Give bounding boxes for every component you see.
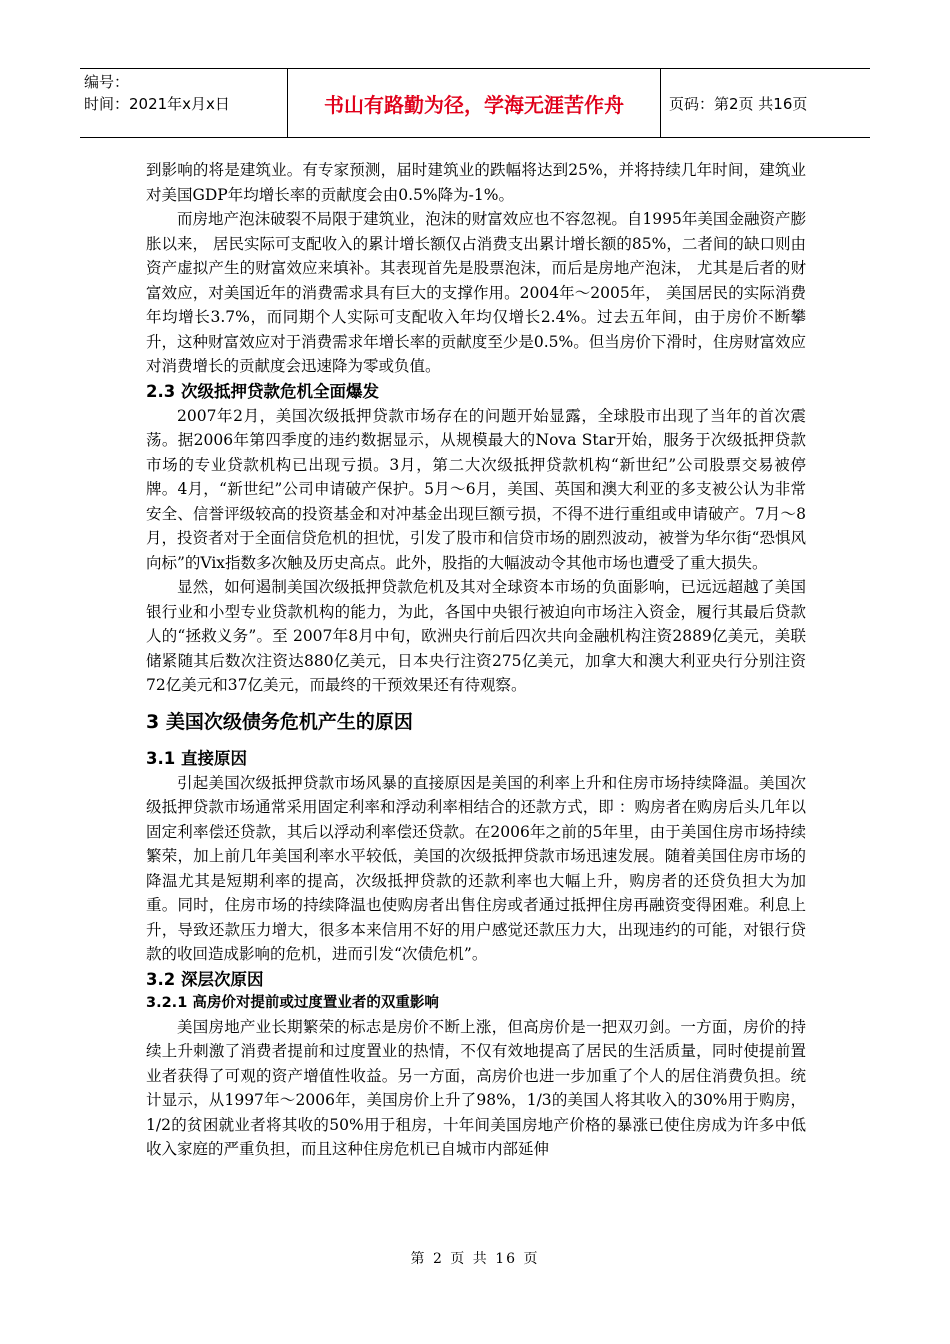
section-heading-3-1: 3.1 直接原因 — [146, 748, 247, 768]
paragraph: 到影响的将是建筑业。有专家预测，届时建筑业的跌幅将达到25%，并将持续几年时间，建筑业对美国GDP年均增长率的贡献度会由0.5%降为-1%。 — [146, 161, 806, 204]
section-heading-3-2: 3.2 深层次原因 — [146, 969, 264, 989]
paragraph: 引起美国次级抵押贷款市场风暴的直接原因是美国的利率上升和住房市场持续降温。美国次级抵押贷款市场通常采用固定利率和浮动利率相结合的还款方式，即 ：购房者在购房后头几年以固定利率偿还贷款，其后以浮动利率偿还贷款。在2006年之前的5年里，由于美国住房市场持续繁荣，加上前几年美国利率水平较低，美国的次级抵押贷款市场迅速发展。随着美国住房市场的降温尤其是短期利率的提高，次级抵押贷款的还款利率也大幅上升，购房者的还贷负担大为加重。同时，住房市场的持续降温也使购房者出售住房或者通过抵押住房再融资变得困难。利息上升，导致还款压力增大，很多本来信用不好的用户感觉还款压力大，出现违约的可能，对银行贷款的收回造成影响的危机，进而引发“次债危机”。 — [146, 773, 806, 963]
header-motto: 书山有路勤为径，学海无涯苦作舟 — [288, 69, 661, 137]
subsection-heading-3-2-1: 3.2.1 高房价对提前或过度置业者的双重影响 — [146, 994, 439, 1011]
page-footer: 第 2 页 共 16 页 — [410, 1251, 540, 1267]
paragraph: 而房地产泡沫破裂不局限于建筑业，泡沫的财富效应也不容忽视。自1995年美国金融资产膨胀以来， 居民实际可支配收入的累计增长额仅占消费支出累计增长额的85%，二者间的缺口则由资产虚拟产生的财富效应来填补。其表现首先是股票泡沫，而后是房地产泡沫， 尤其是后者的财富效应，对美国近年的消费需求具有巨大的支撑作用。2004年～2005年， 美国居民的实际消费年均增长3.7%，而同期个人实际可支配收入年均仅增长2.4%。过去五年间，由于房价不断攀升，这种财富效应对于消费需求年增长率的贡献度至少是0.5%。但当房价下滑时，住房财富效应对消费增长的贡献度会迅速降为零或负值。 — [146, 210, 806, 375]
document-body — [146, 158, 806, 1162]
document-number-label: 编号： — [84, 73, 130, 91]
header-page-info: 页码：第2页 共16页 — [669, 94, 808, 113]
header-meta — [80, 69, 288, 137]
chapter-heading-3: 3 美国次级债务危机产生的原因 — [146, 710, 413, 733]
paragraph: 显然，如何遏制美国次级抵押贷款危机及其对全球资本市场的负面影响，已远远超越了美国银行业和小型专业贷款机构的能力，为此，各国中央银行被迫向市场注入资金，履行其最后贷款人的“拯救义务”。至 2007年8月中旬，欧洲央行前后四次共向金融机构注资2889亿美元，美联储紧随其后数次注资达880亿美元，日本央行注资275亿美元，加拿大和澳大利亚央行分别注资72亿美元和37亿美元，而最终的干预效果还有待观察。 — [146, 578, 806, 694]
page-header — [80, 68, 870, 138]
section-heading-2-3: 2.3 次级抵押贷款危机全面爆发 — [146, 381, 379, 401]
document-date-label: 时间：2021年x月x日 — [84, 95, 230, 113]
paragraph: 2007年2月，美国次级抵押贷款市场存在的问题开始显露，全球股市出现了当年的首次震荡。据2006年第四季度的违约数据显示，从规模最大的Nova Star开始，服务于次级抵押贷款市场的专业贷款机构已出现亏损。3月，第二大次级抵押贷款机构“新世纪”公司股票交易被停牌。4月，“新世纪”公司申请破产保护。5月～6月，美国、英国和澳大利亚的多支被公认为非常安全、信誉评级较高的投资基金和对冲基金出现巨额亏损，不得不进行重组或申请破产。7月～8月，投资者对于全面信贷危机的担忧，引发了股市和信贷市场的剧烈波动，被誉为华尔街“恐惧风向标”的Vix指数多次触及历史高点。此外，股指的大幅波动令其他市场也遭受了重大损失。 — [146, 406, 806, 572]
paragraph: 美国房地产业长期繁荣的标志是房价不断上涨，但高房价是一把双刃剑。一方面，房价的持续上升刺激了消费者提前和过度置业的热情，不仅有效地提高了居民的生活质量，同时使提前置业者获得了可观的资产增值性收益。另一方面，高房价也进一步加重了个人的居住消费负担。统计显示，从1997年～2006年，美国房价上升了98%，1/3的美国人将其收入的30%用于购房，1/2的贫困就业者将其收的50%用于租房，十年间美国房地产价格的暴涨已使住房成为许多中低收入家庭的严重负担，而且这种住房危机已自城市内部延伸 — [146, 1017, 806, 1158]
